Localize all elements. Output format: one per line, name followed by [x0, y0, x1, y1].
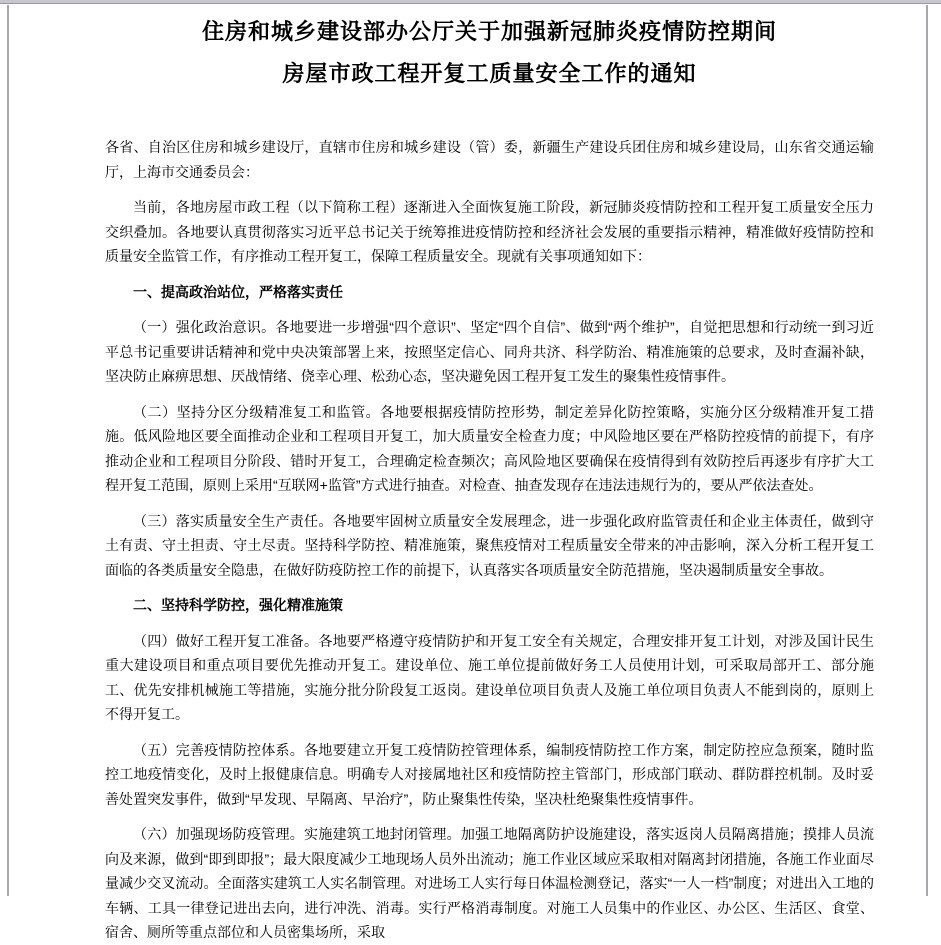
salutation-paragraph: 各省、自治区住房和城乡建设厅，直辖市住房和城乡建设（管）委，新疆生产建设兵团住房和城乡建设局，山东省交通运输厅，上海市交通委员会： — [105, 139, 874, 180]
paragraph-item-3: （三）落实质量安全生产责任。各地要牢固树立质量安全发展理念，进一步强化政府监管责任和企业主体责任，做到守土有责、守土担责、守土尽责。坚持科学防控、精准施策，聚焦疫情对工程质量安全带来的冲击影响，深入分析工程开复工面临的各类质量安全隐患，在做好防疫防控工作的前提下，认真落实各项质量安全防范措施，坚决遏制质量安全事故。 — [105, 512, 874, 578]
paragraph-item-2: （二）坚持分区分级精准复工和监管。各地要根据疫情防控形势，制定差异化防控策略，实施分区分级精准开复工措施。低风险地区要全面推动企业和工程项目开复工，加大质量安全检查力度；中风险地区要在严格防控疫情的前提下，有序推动企业和工程项目分阶段、错时开复工，合理确定检查频次；高风险地区要确保在疫情得到有效防控后再逐步有序扩大工程开复工范围，原则上采用“互联网+监管”方式进行抽查。对检查、抽查发现存在违法违规行为的，要从严依法查处。 — [105, 403, 874, 493]
intro-paragraph: 当前，各地房屋市政工程（以下简称工程）逐渐进入全面恢复施工阶段，新冠肺炎疫情防控和工程开复工质量安全压力交织叠加。各地要认真贯彻落实习近平总书记关于统筹推进疫情防控和经济社会发展的重要指示精神，精准做好疫情防控和质量安全监管工作，有序推动工程开复工，保障工程质量安全。现就有关事项通知如下： — [105, 199, 874, 264]
document-title-line1: 住房和城乡建设部办公厅关于加强新冠肺炎疫情防控期间 — [201, 19, 777, 44]
paragraph-item-1: （一）强化政治意识。各地要进一步增强“四个意识”、坚定“四个自信”、做到“两个维护”，自觉把思想和行动统一到习近平总书记重要讲话精神和党中央决策部署上来，按照坚定信心、同舟共济、科学防治、精准施策的总要求，及时查漏补缺，坚决防止麻痹思想、厌战情绪、侥幸心理、松劲心态，坚决避免因工程开复工发生的聚集性疫情事件。 — [105, 319, 874, 384]
section-heading-2: 二、坚持科学防控，强化精准施策 — [133, 597, 343, 613]
paragraph-item-6: （六）加强现场防疫管理。实施建筑工地封闭管理。加强工地隔离防护设施建设，落实返岗人员隔离措施；摸排人员流向及来源，做到“即到即报”；最大限度减少工地现场人员外出流动；施工作业区域应采取相对隔离封闭措施，各施工作业面尽量减少交叉流动。全面落实建筑工人实名制管理。对进场工人实行每日体温检测登记，落实“一人一档”制度；对进出入工地的车辆、工具一律登记进出去向，进行冲洗、消毒。实行严格消毒制度。对施工人员集中的作业区、办公区、生活区、食堂、宿舍、厕所等重点部位和人员密集场所，采取 — [105, 826, 874, 940]
paragraph-item-5: （五）完善疫情防控体系。各地要建立开复工疫情防控管理体系，编制疫情防控工作方案，制定防控应急预案，随时监控工地疫情变化，及时上报健康信息。明确专人对接属地社区和疫情防控主管部门，形成部门联动、群防群控机制。及时妥善处置突发事件，做到“早发现、早隔离、早治疗”，防止聚集性传染，坚决杜绝聚集性疫情事件。 — [105, 741, 874, 807]
document-title — [105, 11, 874, 95]
section-heading-1: 一、提高政治站位，严格落实责任 — [133, 283, 343, 300]
window-top-edge — [0, 0, 941, 4]
document-title-line2: 房屋市政工程开复工质量安全工作的通知 — [282, 61, 697, 86]
document-page — [7, 5, 928, 940]
paragraph-item-4: （四）做好工程开复工准备。各地要严格遵守疫情防护和开复工安全有关规定，合理安排开复工计划，对涉及国计民生重大建设项目和重点项目要优先推动开复工。建设单位、施工单位提前做好务工人员使用计划，可采取局部开工、部分施工、优先安排机械施工等措施，实施分批分阶段复工返岗。建设单位项目负责人及施工单位项目负责人不能到岗的，原则上不得开复工。 — [105, 632, 874, 722]
document-content — [9, 5, 926, 945]
